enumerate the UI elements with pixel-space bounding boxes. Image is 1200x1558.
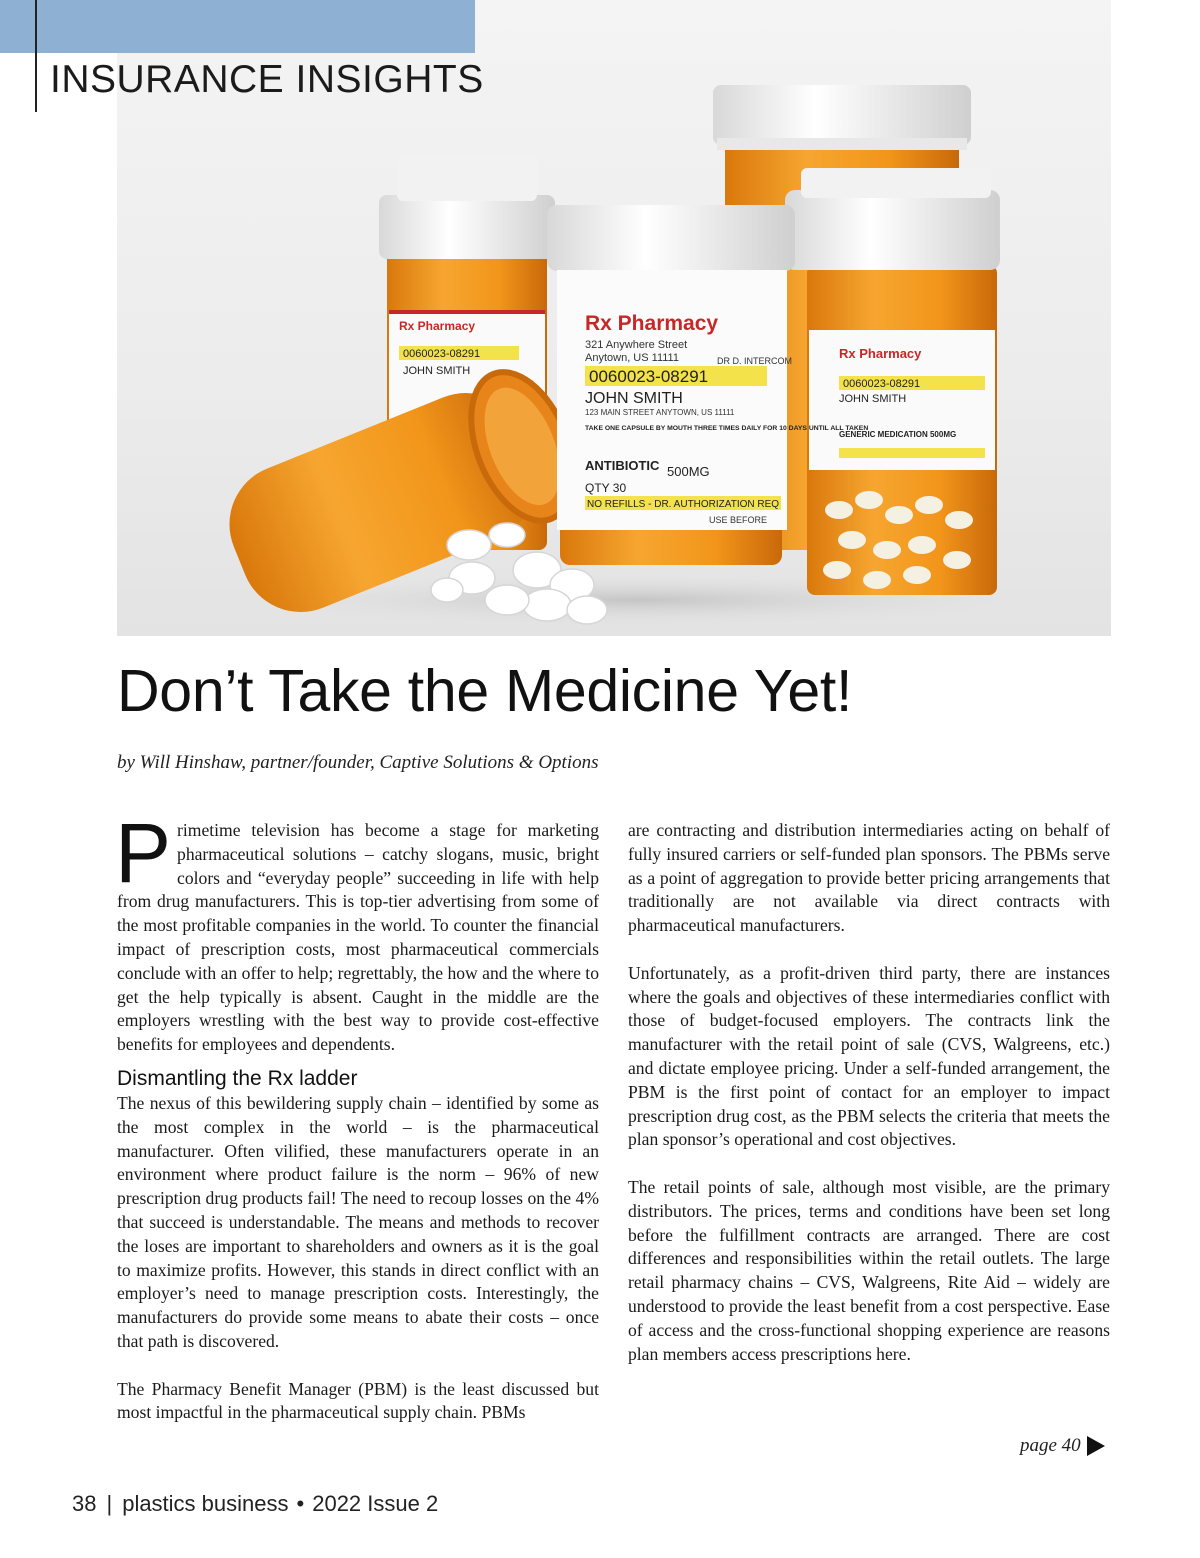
right-bottle-patient: JOHN SMITH <box>839 393 907 405</box>
spilled-pills <box>431 523 607 624</box>
footer-bullet: • <box>296 1491 305 1516</box>
left-bottle-patient: JOHN SMITH <box>403 365 471 377</box>
left-upright-bottle <box>379 155 555 550</box>
continued-page-label: page 40 <box>1020 1435 1081 1456</box>
paragraph-pbm-intro: The Pharmacy Benefit Manager (PBM) is the least discussed but most impactful in the pharmaceutical supply chain. PBMs <box>117 1378 599 1423</box>
paragraph-retail: The retail points of sale, although most visible, are the primary distributors. The prices, terms and conditions have been set long before the fulfillment contracts are arranged. There are cost differences and responsibilities within the retail outlets. The large retail pharmacy chains – CVS, Walgreens, Rite Aid – widely are understood to provide the least benefit from a cost perspective. Ease of access and the cross-functional shopping experience are reasons plan members access prescriptions here. <box>628 1176 1110 1364</box>
magazine-name: plastics business <box>122 1491 289 1516</box>
right-bottle-drug: GENERIC MEDICATION 500MG <box>839 430 957 439</box>
center-bottle-use-before: USE BEFORE <box>709 515 768 525</box>
paragraph-pbm-conflict: Unfortunately, as a profit-driven third party, there are instances where the goals and objectives of these intermediaries conflict with those of budget-focused employers. The contracts link the manufacturer with the retail point of sale (CVS, Walgreens, etc.) and dictate employee pricing. Under a self-funded arrangement, the PBM is the first point of contact for an employer to impact prescription drug cost, as the PBM selects the criteria that meets the plan sponsor’s operational and cost objectives. <box>628 962 1110 1150</box>
tipped-over-bottle <box>210 357 593 633</box>
center-bottle-brand: Rx Pharmacy <box>585 312 719 335</box>
article-column-left <box>115 806 599 1425</box>
paragraph-manufacturer: The nexus of this bewildering supply chain – identified by some as the most complex in the world – is the pharmaceutical manufacturer. Often vilified, these manufacturers operate in an environment where product failure is the norm – 96% of new prescription drug products fail! The need to recoup losses on the 4% that succeed is understandable. The means and methods to recover the loses are important to shareholders and owners as it is the goal to maximize profits. However, this stands in direct conflict with an employer’s need to manage prescription costs. Interestingly, the manufacturers do provide some means to abate their costs – once that path is discovered. <box>117 1092 599 1351</box>
center-bottle-qty: QTY 30 <box>585 481 627 495</box>
center-bottle-drug: ANTIBIOTIC <box>585 458 660 473</box>
center-bottle-patient-address: 123 MAIN STREET ANYTOWN, US 11111 <box>585 408 735 417</box>
issue-label: 2022 Issue 2 <box>312 1491 439 1516</box>
center-bottle-doctor: DR D. INTERCOM <box>717 356 792 366</box>
page-footer <box>72 1491 438 1517</box>
intro-paragraph-text: rimetime television has become a stage for marketing pharmaceutical solutions – catchy slogans, music, bright colors and “everyday people” succeeding in life with help from drug manufacturers. This is top-tier advertising from some of the most profitable companies in the world. To counter the financial impact of prescription costs, most pharmaceutical commercials conclude with an offer to help; regrettably, the how and the where to get the help typically is absent. Caught in the middle are the employers wrestling with the best way to provide cost-effective benefits for employees and dependents. <box>117 820 599 1055</box>
center-bottle-refills: NO REFILLS - DR. AUTHORIZATION REQ <box>587 499 780 510</box>
section-label: INSURANCE INSIGHTS <box>50 58 484 101</box>
page-number: 38 <box>72 1491 97 1516</box>
left-bottle-brand: Rx Pharmacy <box>399 319 476 333</box>
intro-paragraph <box>115 806 599 1057</box>
footer-separator: | <box>106 1491 113 1516</box>
paragraph-pbm-role: are contracting and distribution intermediaries acting on behalf of fully insured carriers or self-funded plan sponsors. The PBMs serve as a point of aggregation to provide better pricing arrangements that traditionally are not available via direct contracts with pharmaceutical manufacturers. <box>628 820 1110 936</box>
back-tall-bottle <box>713 85 971 550</box>
center-bottle-rx: 0060023-08291 <box>589 367 709 386</box>
center-bottle-address1: 321 Anywhere Street <box>585 339 688 351</box>
center-bottle-patient: JOHN SMITH <box>585 390 683 407</box>
continued-on-link[interactable] <box>1020 1435 1105 1457</box>
left-bottle-rx: 0060023-08291 <box>403 348 481 360</box>
right-bottle-rx: 0060023-08291 <box>843 378 921 390</box>
right-bottle <box>785 168 1000 595</box>
center-large-bottle <box>547 205 868 565</box>
drop-cap: P <box>115 806 172 900</box>
header-color-band <box>0 0 475 53</box>
article-byline: by Will Hinshaw, partner/founder, Captive Solutions & Options <box>117 752 599 773</box>
article-column-right <box>628 819 1110 1366</box>
center-bottle-dose: 500MG <box>667 464 710 479</box>
center-bottle-address2: Anytown, US 11111 <box>585 352 679 364</box>
center-bottle-directions: TAKE ONE CAPSULE BY MOUTH THREE TIMES DAILY FOR 10 DAYS UNTIL ALL TAKEN <box>585 425 869 432</box>
arrow-right-icon <box>1087 1436 1105 1456</box>
right-bottle-brand: Rx Pharmacy <box>839 346 922 361</box>
subheading: Dismantling the Rx ladder <box>117 1066 358 1090</box>
header-vertical-rule <box>35 0 37 112</box>
article-title: Don’t Take the Medicine Yet! <box>117 658 853 724</box>
